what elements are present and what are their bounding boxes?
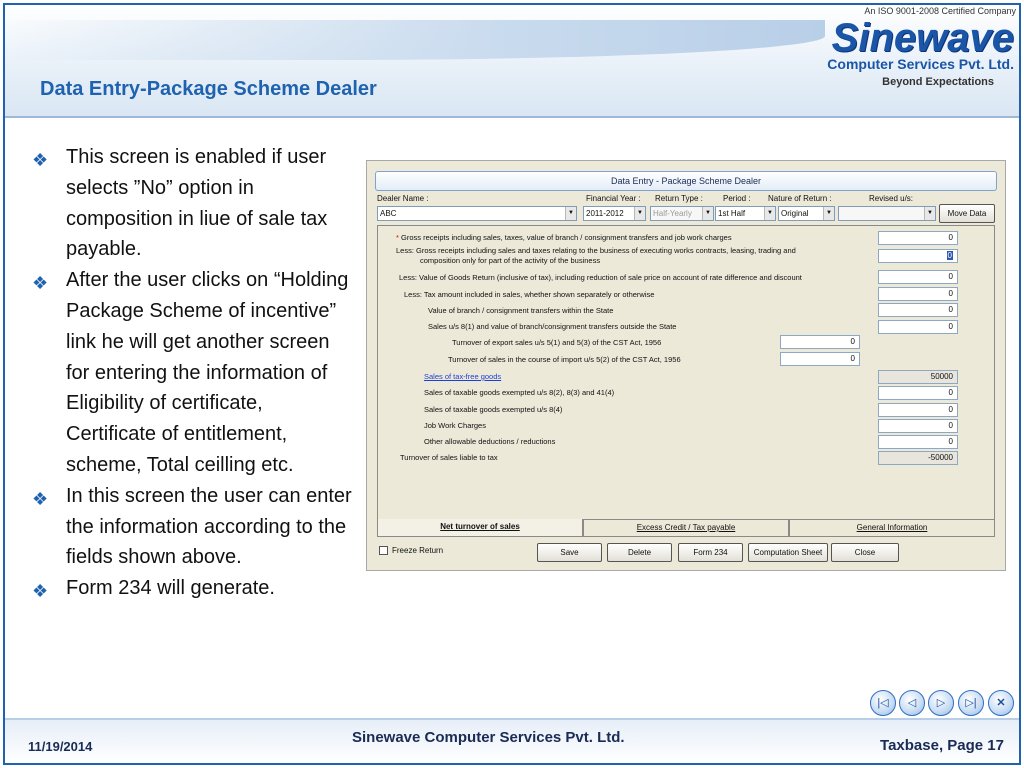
amount-field[interactable]: 0 (878, 303, 958, 317)
row-label: composition only for part of the activity of the business (420, 256, 601, 265)
slide-title: Data Entry-Package Scheme Dealer (40, 78, 377, 100)
logo-subtitle: Computer Services Pvt. Ltd. (827, 56, 1014, 72)
dropdown-arrow-icon: ▼ (924, 207, 935, 220)
iso-certification-text: An ISO 9001-2008 Certified Company (864, 6, 1016, 16)
delete-button[interactable]: Delete (607, 543, 672, 562)
close-button[interactable]: Close (831, 543, 899, 562)
amount-field[interactable]: 0 (878, 435, 958, 449)
row-label: Turnover of sales in the course of import u/s 5(2) of the CST Act, 1956 (448, 355, 681, 364)
row-label: Less: Tax amount included in sales, whether shown separately or otherwise (404, 290, 655, 299)
amount-field: -50000 (878, 451, 958, 465)
computation-sheet-button[interactable]: Computation Sheet (748, 543, 828, 562)
app-screenshot (366, 160, 1006, 571)
bullet-item: ❖ After the user clicks on “Holding Package Scheme of incentive” link he will get another screen for entering the information of Eligibility of certificate, Certificate of entitlement, scheme, Total ceilling etc. (32, 269, 349, 476)
required-star: * (396, 233, 399, 242)
row-label: Sales of taxable goods exempted u/s 8(2), 8(3) and 41(4) (424, 388, 615, 397)
diamond-bullet-icon: ❖ (32, 273, 49, 294)
diamond-bullet-icon: ❖ (32, 581, 49, 602)
logo-wordmark: Sinewave (831, 16, 1014, 60)
bullet-item: ❖ This screen is enabled if user selects ”No” option in composition in liue of sale tax payable. (32, 146, 328, 261)
dropdown-arrow-icon: ▼ (565, 207, 576, 220)
dropdown-arrow-icon: ▼ (823, 207, 834, 220)
previous-slide-icon[interactable]: ◁ (899, 690, 925, 716)
bullet-item: ❖ In this screen the user can enter the information according to the fields shown above. (32, 484, 352, 569)
bullet-item: ❖ Form 234 will generate. (32, 573, 354, 604)
return-type-label: Return Type : (655, 194, 703, 203)
first-slide-icon[interactable]: |◁ (870, 690, 896, 716)
save-button[interactable]: Save (537, 543, 602, 562)
row-label: Sales u/s 8(1) and value of branch/consignment transfers outside the State (428, 322, 677, 331)
footer-date: 11/19/2014 (28, 739, 93, 754)
header-divider (5, 116, 1019, 118)
dealer-name-label: Dealer Name : (377, 194, 429, 203)
tab-net-turnover[interactable]: Net turnover of sales (377, 519, 583, 537)
close-icon[interactable]: ✕ (988, 690, 1014, 716)
tab-excess-credit[interactable]: Excess Credit / Tax payable (583, 519, 789, 537)
amount-field[interactable]: 0 (878, 249, 958, 263)
amount-field[interactable]: 0 (878, 419, 958, 433)
form-234-button[interactable]: Form 234 (678, 543, 743, 562)
dropdown-arrow-icon: ▼ (702, 207, 713, 220)
row-label: Other allowable deductions / reductions (424, 437, 556, 446)
diamond-bullet-icon: ❖ (32, 488, 49, 509)
dealer-name-select[interactable]: ABC ▼ (377, 206, 577, 221)
row-label: Job Work Charges (424, 421, 486, 430)
last-slide-icon[interactable]: ▷| (958, 690, 984, 716)
amount-field[interactable]: 0 (878, 403, 958, 417)
financial-year-label: Financial Year : (586, 194, 641, 203)
window-title: Data Entry - Package Scheme Dealer (375, 171, 997, 191)
return-type-select: Half-Yearly ▼ (650, 206, 714, 221)
revised-select (838, 206, 936, 221)
logo-tagline: Beyond Expectations (882, 76, 994, 88)
freeze-return-label: Freeze Return (392, 546, 444, 555)
diamond-bullet-icon: ❖ (32, 150, 49, 170)
row-label: Turnover of export sales u/s 5(1) and 5(3) of the CST Act, 1956 (452, 338, 662, 347)
revised-label: Revised u/s: (869, 194, 914, 203)
row-label: Less: Gross receipts including sales and taxes relating to the business of executing works contracts, leasing, trading and (396, 246, 796, 255)
dropdown-arrow-icon: ▼ (764, 207, 775, 220)
bullet-list (32, 142, 354, 604)
tab-strip (377, 519, 995, 537)
move-data-button[interactable]: Move Data (939, 204, 995, 223)
period-select[interactable]: 1st Half ▼ (715, 206, 776, 221)
tax-free-goods-link[interactable]: Sales of tax-free goods (424, 372, 502, 381)
nature-of-return-label: Nature of Return : (768, 194, 832, 203)
amount-field[interactable]: 0 (878, 231, 958, 245)
row-label: Sales of taxable goods exempted u/s 8(4) (424, 405, 563, 414)
amount-field[interactable]: 0 (878, 386, 958, 400)
amount-field[interactable]: 0 (780, 335, 860, 349)
turnover-panel (377, 225, 995, 537)
financial-year-select[interactable]: 2011-2012 ▼ (583, 206, 646, 221)
amount-field[interactable]: 0 (780, 352, 860, 366)
period-label: Period : (723, 194, 751, 203)
row-label: Turnover of sales liable to tax (400, 453, 498, 462)
row-label: Value of branch / consignment transfers within the State (428, 306, 614, 315)
freeze-return-checkbox[interactable] (379, 546, 388, 555)
row-label: Less: Value of Goods Return (inclusive of tax), including reduction of sale price on account of rate difference and discount (399, 273, 802, 282)
amount-field[interactable]: 0 (878, 287, 958, 301)
amount-field[interactable]: 0 (878, 320, 958, 334)
footer-page-number: Taxbase, Page 17 (880, 737, 1004, 754)
nature-of-return-select[interactable]: Original ▼ (778, 206, 835, 221)
row-label: * Gross receipts including sales, taxes, value of branch / consignment transfers and job work charges (396, 233, 732, 242)
tab-general-information[interactable]: General Information (789, 519, 995, 537)
next-slide-icon[interactable]: ▷ (928, 690, 954, 716)
footer-company: Sinewave Computer Services Pvt. Ltd. (352, 729, 625, 746)
dropdown-arrow-icon: ▼ (634, 207, 645, 220)
amount-field: 50000 (878, 370, 958, 384)
amount-field[interactable]: 0 (878, 270, 958, 284)
